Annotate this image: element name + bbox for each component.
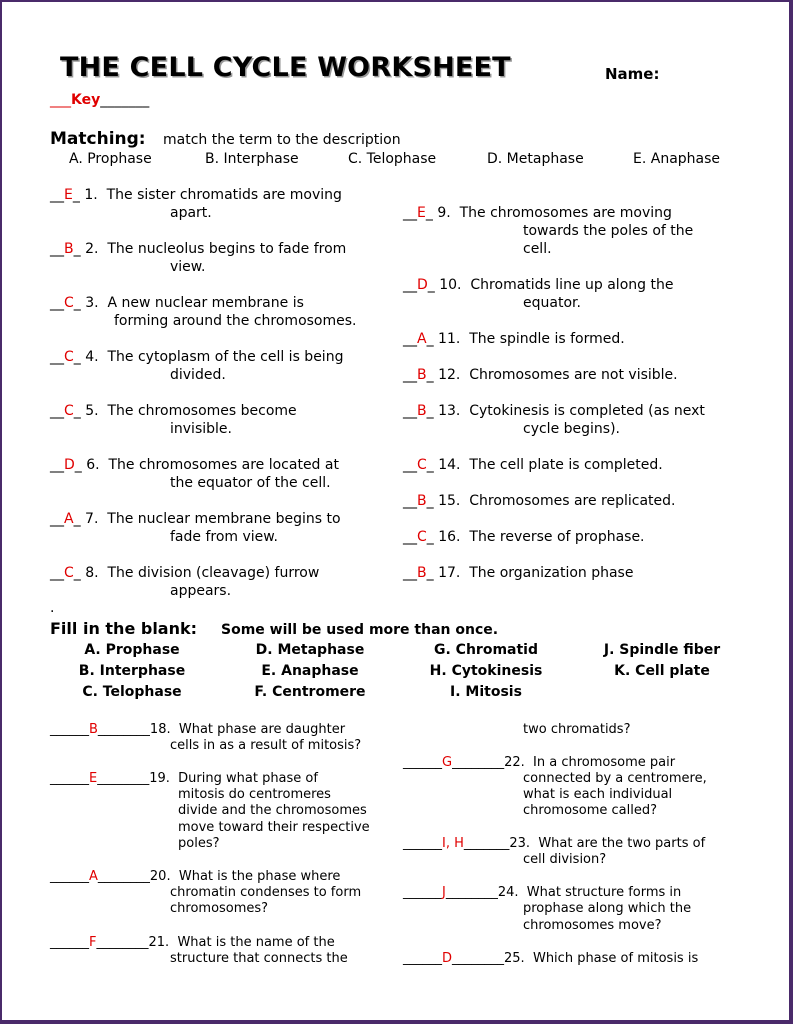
answer: B [417, 565, 427, 581]
fill-question-cont: structure that connects the [170, 951, 348, 966]
name-label: Name: [605, 65, 660, 83]
matching-question-cont: fade from view. [170, 529, 278, 545]
fill-question-cont: move toward their respective [178, 820, 370, 835]
matching-question-cont: appears. [170, 583, 232, 599]
matching-question: __C_ 5. The chromosomes become [50, 403, 297, 419]
matching-question-cont: forming around the chromosomes. [114, 313, 357, 329]
key-suffix: _______ [100, 92, 150, 108]
matching-question: __B_ 17. The organization phase [403, 565, 634, 581]
fill-instruction: Some will be used more than once. [221, 622, 499, 638]
fill-question: ______A________20. What is the phase where [50, 869, 341, 884]
matching-question: __C_ 3. A new nuclear membrane is [50, 295, 304, 311]
page-title: THE CELL CYCLE WORKSHEET [60, 52, 511, 83]
fill-question: ______B________18. What phase are daughter [50, 722, 346, 737]
fill-question-cont: cell division? [523, 852, 607, 867]
answer: C [64, 295, 74, 311]
matching-question-cont: view. [170, 259, 206, 275]
worksheet-page [2, 2, 789, 1020]
matching-heading: Matching: [50, 129, 146, 149]
fill-question-cont: prophase along which the [523, 901, 692, 916]
matching-question-cont: equator. [523, 295, 581, 311]
fill-option: E. Anaphase [261, 663, 359, 679]
matching-question: __D_ 6. The chromosomes are located at [50, 457, 339, 473]
key-prefix: ___ [50, 92, 71, 108]
matching-question-cont: cell. [523, 241, 552, 257]
answer: F [89, 935, 97, 950]
answer: G [442, 755, 453, 770]
answer: C [64, 403, 74, 419]
answer: B [417, 493, 427, 509]
answer: C [64, 565, 74, 581]
fill-question-cont: two chromatids? [523, 722, 631, 737]
matching-question: __B_ 12. Chromosomes are not visible. [403, 367, 678, 383]
matching-question-cont: cycle begins). [523, 421, 620, 437]
fill-question: ______F________21. What is the name of the [50, 935, 335, 950]
matching-option: A. Prophase [69, 151, 152, 167]
fill-option: C. Telophase [82, 684, 182, 700]
answer: D [417, 277, 428, 293]
matching-question: __C_ 16. The reverse of prophase. [403, 529, 645, 545]
answer: A [64, 511, 74, 527]
fill-option: D. Metaphase [255, 642, 365, 658]
fill-question: ______I, H_______23. What are the two parts of [403, 836, 706, 851]
fill-question: ______D________25. Which phase of mitosis is [403, 951, 699, 966]
matching-question: __E_ 1. The sister chromatids are moving [50, 187, 342, 203]
matching-question-cont: towards the poles of the [523, 223, 694, 239]
fill-question-cont: chromosomes? [170, 901, 269, 916]
matching-question: __A_ 7. The nuclear membrane begins to [50, 511, 341, 527]
answer: C [417, 457, 427, 473]
fill-question: ______E________19. During what phase of [50, 771, 318, 786]
matching-question: __B_ 15. Chromosomes are replicated. [403, 493, 676, 509]
matching-question: __C_ 14. The cell plate is completed. [403, 457, 663, 473]
answer: J [442, 885, 446, 900]
matching-question: __D_ 10. Chromatids line up along the [403, 277, 674, 293]
matching-option: D. Metaphase [487, 151, 584, 167]
matching-question: __B_ 13. Cytokinesis is completed (as next [403, 403, 705, 419]
answer: C [417, 529, 427, 545]
fill-question: ______G________22. In a chromosome pair [403, 755, 676, 770]
fill-question-cont: chromatin condenses to form [170, 885, 362, 900]
matching-question-cont: invisible. [170, 421, 232, 437]
fill-question-cont: connected by a centromere, [523, 771, 707, 786]
matching-question-cont: the equator of the cell. [170, 475, 331, 491]
fill-heading: Fill in the blank: [50, 619, 198, 638]
answer: D [442, 951, 453, 966]
fill-question-cont: cells in as a result of mitosis? [170, 738, 362, 753]
fill-option: G. Chromatid [434, 642, 538, 658]
fill-question-cont: what is each individual [523, 787, 673, 802]
key-value: Key [71, 92, 101, 108]
fill-option: A. Prophase [84, 642, 180, 658]
matching-question-cont: apart. [170, 205, 212, 221]
fill-question-cont: divide and the chromosomes [178, 803, 367, 818]
name-key-line [50, 92, 149, 108]
fill-question: ______J________24. What structure forms in [403, 885, 682, 900]
fill-question-cont: poles? [178, 836, 220, 851]
matching-option: C. Telophase [348, 151, 437, 167]
answer: D [64, 457, 75, 473]
answer: A [417, 331, 427, 347]
answer: B [89, 722, 98, 737]
matching-question: __A_ 11. The spindle is formed. [403, 331, 625, 347]
matching-question-cont: divided. [170, 367, 226, 383]
fill-question-cont: chromosome called? [523, 803, 658, 818]
answer: A [89, 869, 98, 884]
matching-question: __B_ 2. The nucleolus begins to fade from [50, 241, 347, 257]
answer: B [417, 367, 427, 383]
fill-option: H. Cytokinesis [429, 663, 543, 679]
answer: I, H [442, 836, 464, 851]
matching-question: __C_ 4. The cytoplasm of the cell is being [50, 349, 344, 365]
fill-question-cont: mitosis do centromeres [178, 787, 331, 802]
answer: B [417, 403, 427, 419]
fill-option: J. Spindle fiber [603, 642, 721, 658]
trailing-dot: . [50, 600, 55, 616]
matching-option: E. Anaphase [633, 151, 721, 167]
matching-option: B. Interphase [205, 151, 299, 167]
answer: E [89, 771, 98, 786]
answer: E [64, 187, 73, 203]
fill-option: B. Interphase [78, 663, 186, 679]
answer: B [64, 241, 74, 257]
fill-option: I. Mitosis [450, 684, 522, 700]
answer: E [417, 205, 426, 221]
fill-option: F. Centromere [254, 684, 366, 700]
fill-option: K. Cell plate [614, 663, 710, 679]
fill-question-cont: chromosomes move? [523, 918, 662, 933]
matching-instruction: match the term to the description [163, 132, 401, 148]
matching-question: __C_ 8. The division (cleavage) furrow [50, 565, 320, 581]
matching-question: __E_ 9. The chromosomes are moving [403, 205, 672, 221]
answer: C [64, 349, 74, 365]
